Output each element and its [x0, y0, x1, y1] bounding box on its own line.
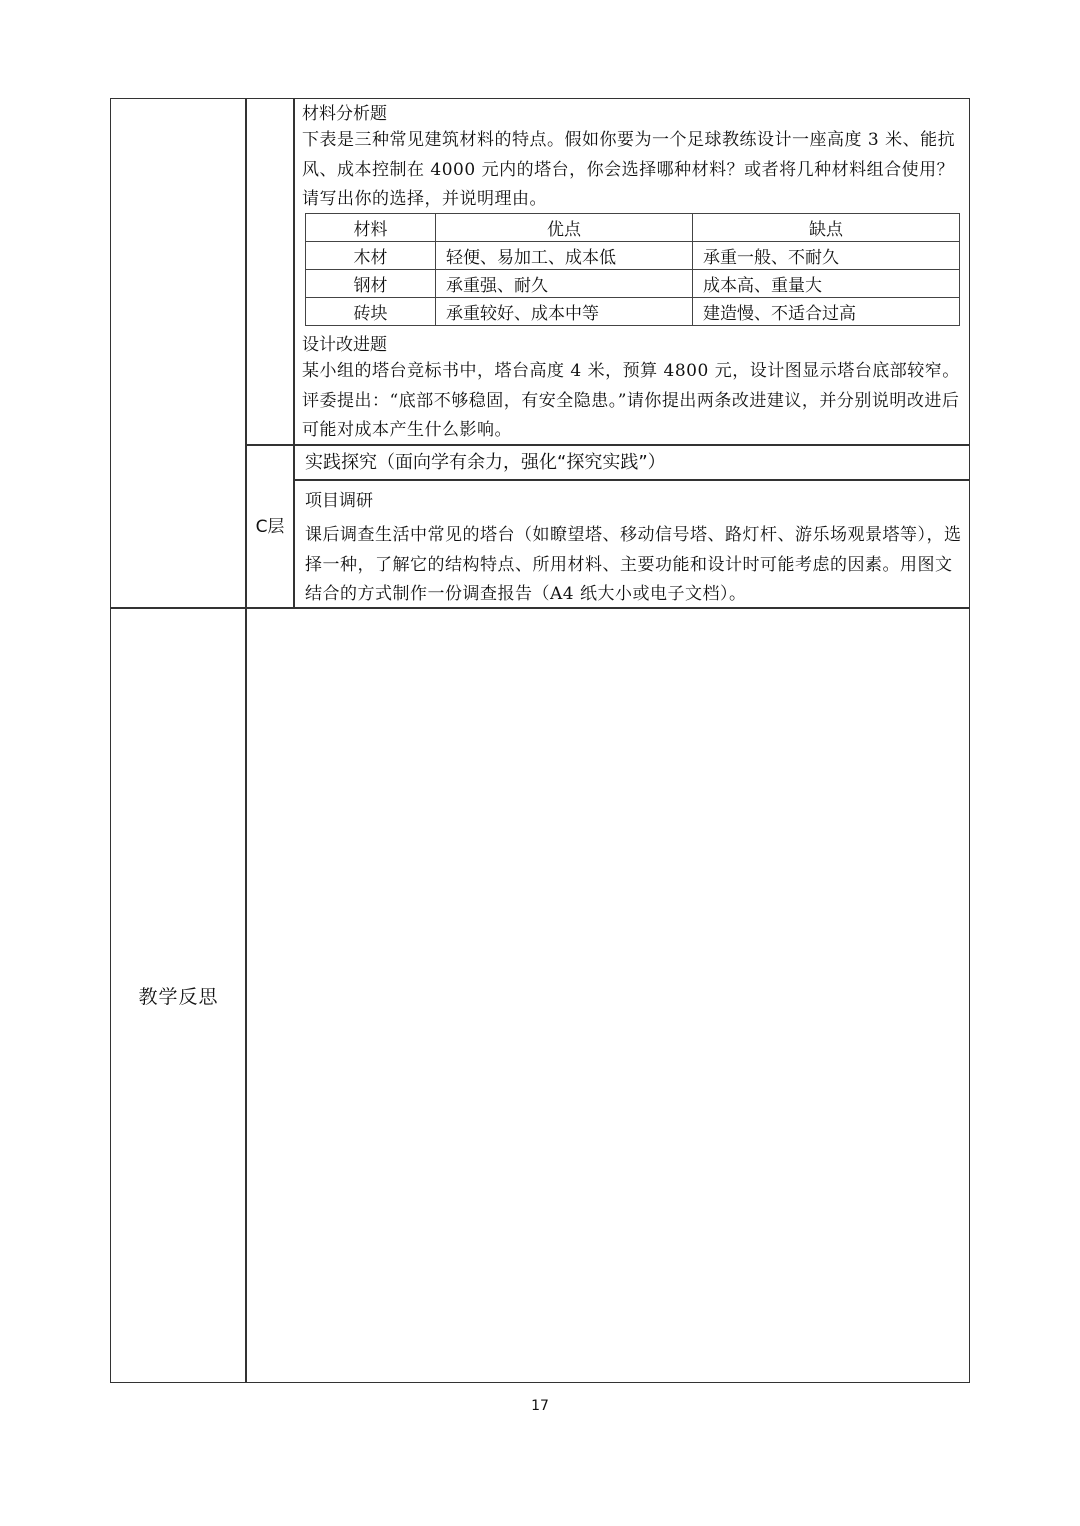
table-row: [306, 298, 960, 326]
column-divider-2: [293, 98, 295, 608]
material-analysis-heading: 材料分析题: [302, 104, 387, 124]
project-research-body: 课后调查生活中常见的塔台（如瞭望塔、移动信号塔、路灯杆、游乐场观景塔等），选择一种，了解它的结构特点、所用材料、主要功能和设计时可能考虑的因素。用图文结合的方式制作一份调查报告（A4 纸大小或电子文档）。: [305, 525, 962, 604]
table-header-row: [306, 214, 960, 242]
teaching-reflection-label: 教学反思: [138, 986, 219, 1008]
table-header-material: 材料: [306, 214, 436, 242]
table-row: [306, 270, 960, 298]
table-cell: 成本高、重量大: [693, 270, 960, 298]
page-number: 17: [531, 1398, 549, 1414]
table-cell: 承重一般、不耐久: [693, 242, 960, 270]
material-analysis-body: 下表是三种常见建筑材料的特点。假如你要为一个足球教练设计一座高度 3 米、能抗风、成本控制在 4000 元内的塔台，你会选择哪种材料？或者将几种材料组合使用？请写出你的选择，并说明理由。: [302, 130, 956, 209]
table-cell: 建造慢、不适合过高: [693, 298, 960, 326]
table-row: [306, 242, 960, 270]
row-divider-c-layer-title: [293, 479, 970, 481]
c-layer-label: C层: [255, 517, 285, 537]
table-cell: 木材: [306, 242, 436, 270]
table-cell: 承重较好、成本中等: [436, 298, 693, 326]
design-improvement-heading: 设计改进题: [302, 335, 387, 355]
c-layer-title: 实践探究（面向学有余力，强化“探究实践”）: [305, 452, 666, 473]
table-cell: 钢材: [306, 270, 436, 298]
table-header-pros: 优点: [436, 214, 693, 242]
project-research-heading: 项目调研: [305, 491, 373, 511]
table-cell: 承重强、耐久: [436, 270, 693, 298]
table-cell: 轻便、易加工、成本低: [436, 242, 693, 270]
table-cell: 砖块: [306, 298, 436, 326]
design-improvement-body: 某小组的塔台竞标书中，塔台高度 4 米，预算 4800 元，设计图显示塔台底部较窄。评委提出：“底部不够稳固，有安全隐患。”请你提出两条改进建议，并分别说明改进后可能对成本产生什么影响。: [302, 361, 960, 440]
column-divider-1: [245, 98, 247, 1383]
materials-table: [305, 213, 960, 326]
table-header-cons: 缺点: [693, 214, 960, 242]
